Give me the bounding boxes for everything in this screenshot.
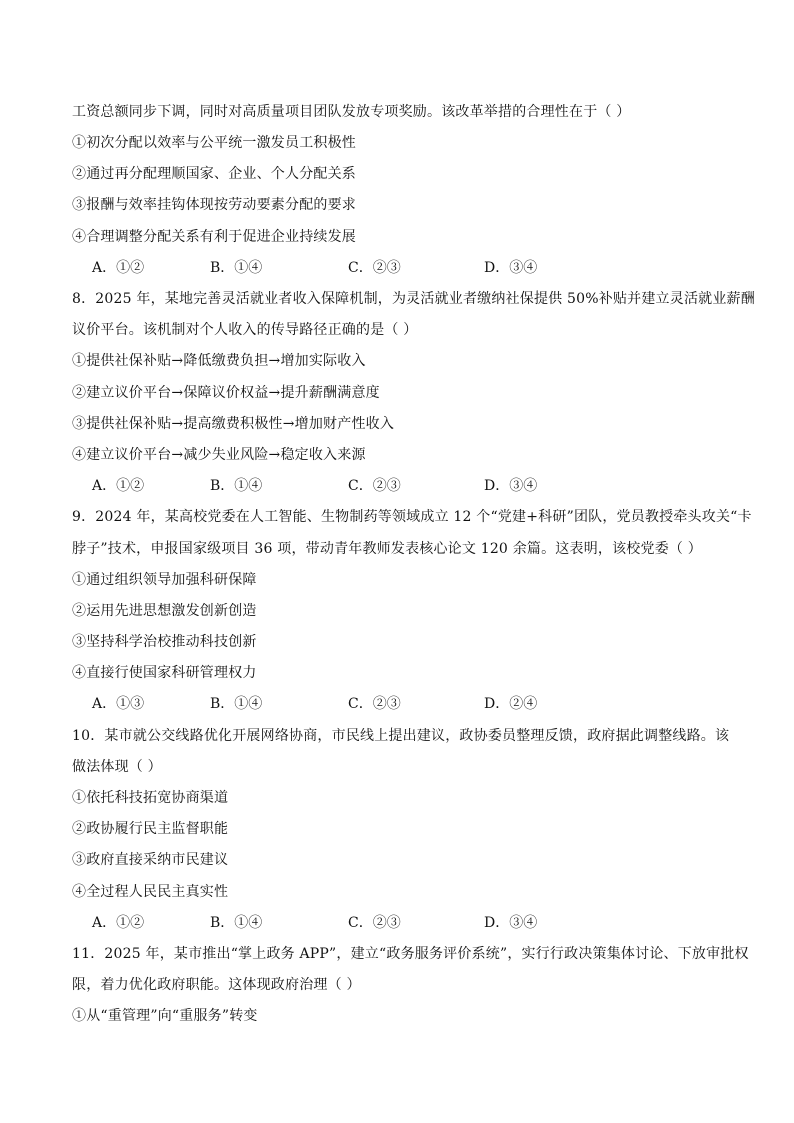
option-statement: ③提供社保补贴→提高缴费积极性→增加财产性收入	[72, 416, 395, 432]
question-stem: 10．某市就公交线路优化开展网络协商，市民线上提出建议，政协委员整理反馈，政府据此调整线路。该	[72, 728, 730, 744]
choice-c: C．②③	[348, 478, 401, 494]
question-stem: 11．2025 年，某市推出“掌上政务 APP”，建立“政务服务评价系统”，实行行政决策集体讨论、下放审批权	[72, 946, 749, 962]
option-statement: ①初次分配以效率与公平统一激发员工积极性	[72, 135, 356, 151]
option-statement: ①依托科技拓宽协商渠道	[72, 790, 229, 806]
option-statement: ②通过再分配理顺国家、企业、个人分配关系	[72, 166, 356, 182]
option-statement: ④直接行使国家科研管理权力	[72, 665, 257, 681]
question-stem: 议价平台。该机制对个人收入的传导路径正确的是（ ）	[72, 322, 418, 338]
answer-choices	[92, 694, 652, 714]
choice-a: A．①②	[92, 260, 145, 276]
question-stem: 9．2024 年，某高校党委在人工智能、生物制药等领域成立 12 个“党建+科研”团队，党员教授牵头攻关“卡	[72, 509, 752, 525]
choice-c: C．②③	[348, 260, 401, 276]
choice-d: D．②④	[484, 696, 538, 712]
option-statement: ③报酬与效率挂钩体现按劳动要素分配的要求	[72, 197, 356, 213]
choice-c: C．②③	[348, 915, 401, 931]
option-statement: ②政协履行民主监督职能	[72, 821, 229, 837]
option-statement: ②运用先进思想激发创新创造	[72, 603, 257, 619]
choice-d: D．③④	[484, 915, 538, 931]
option-statement: ①通过组织领导加强科研保障	[72, 572, 257, 588]
option-statement: ④合理调整分配关系有利于促进企业持续发展	[72, 229, 356, 245]
choice-d: D．③④	[484, 260, 538, 276]
answer-choices	[92, 476, 652, 496]
option-statement: ②建立议价平台→保障议价权益→提升薪酬满意度	[72, 385, 380, 401]
choice-b: B．①④	[210, 478, 263, 494]
choice-a: A．①②	[92, 915, 145, 931]
option-statement: ③坚持科学治校推动科技创新	[72, 634, 257, 650]
choice-b: B．①④	[210, 696, 263, 712]
question-stem: 做法体现（ ）	[72, 759, 162, 775]
question-stem: 脖子”技术，申报国家级项目 36 项，带动青年教师发表核心论文 120 余篇。这表明，该校党委（ ）	[72, 541, 702, 557]
choice-d: D．③④	[484, 478, 538, 494]
choice-a: A．①②	[92, 478, 145, 494]
answer-choices	[92, 258, 652, 278]
choice-b: B．①④	[210, 260, 263, 276]
option-statement: ④全过程人民民主真实性	[72, 884, 229, 900]
answer-choices	[92, 913, 652, 933]
choice-a: A．①③	[92, 696, 145, 712]
question-stem: 工资总额同步下调，同时对高质量项目团队发放专项奖励。该改革举措的合理性在于（ ）	[72, 104, 631, 120]
question-stem: 限，着力优化政府职能。这体现政府治理（ ）	[72, 977, 361, 993]
option-statement: ④建立议价平台→减少失业风险→稳定收入来源	[72, 447, 366, 463]
choice-c: C．②③	[348, 696, 401, 712]
option-statement: ③政府直接采纳市民建议	[72, 852, 229, 868]
option-statement: ①提供社保补贴→降低缴费负担→增加实际收入	[72, 353, 366, 369]
question-stem: 8．2025 年，某地完善灵活就业者收入保障机制，为灵活就业者缴纳社保提供 50%补贴并建立灵活就业薪酬	[72, 291, 755, 307]
choice-b: B．①④	[210, 915, 263, 931]
option-statement: ①从“重管理”向“重服务”转变	[72, 1008, 258, 1024]
